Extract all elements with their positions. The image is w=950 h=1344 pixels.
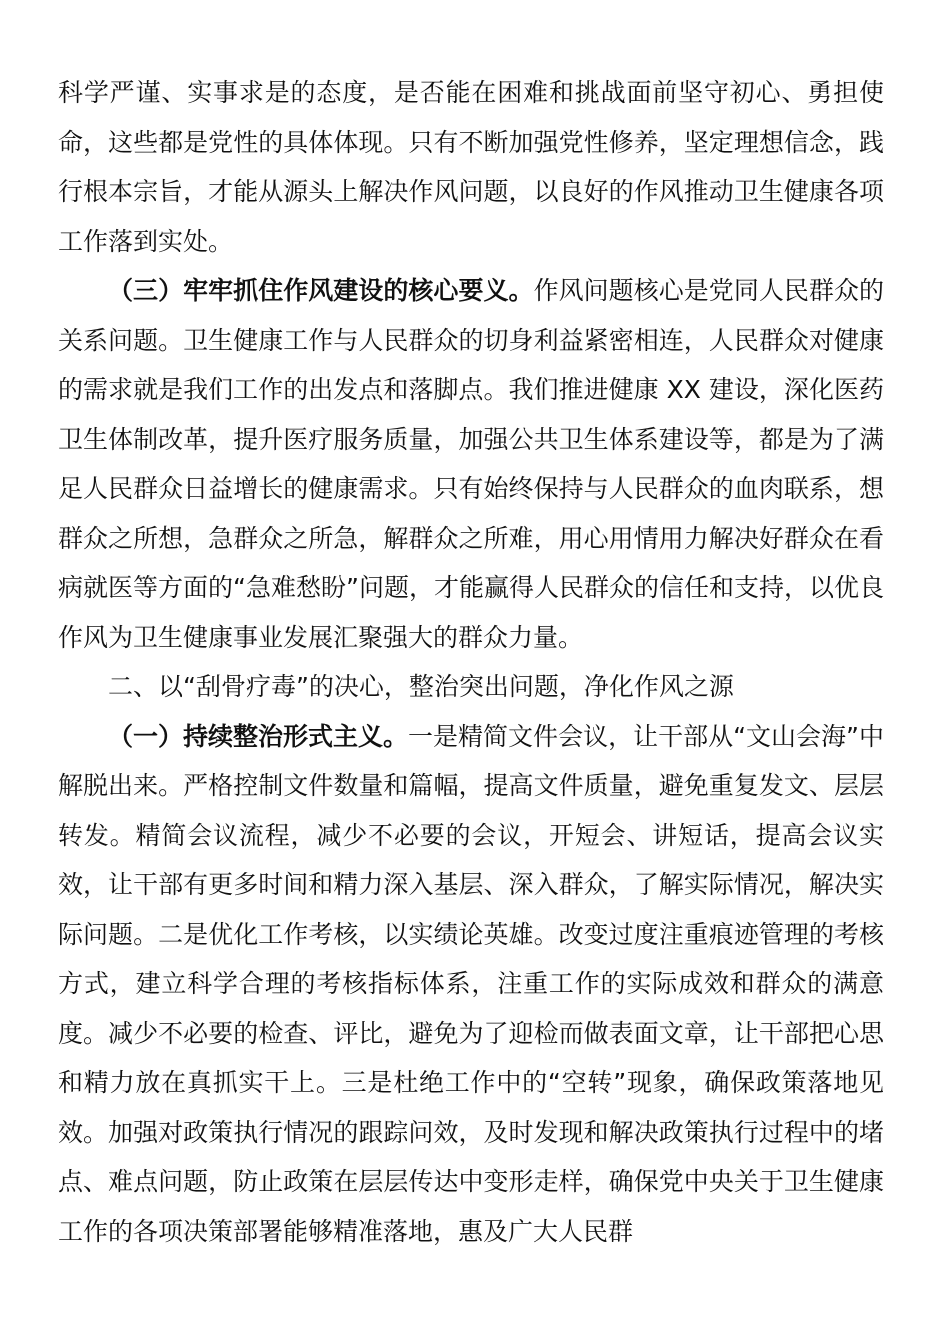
paragraph-subsection-1 [58,712,884,1257]
section-heading [58,662,884,712]
paragraph-text: 一是精简文件会议，让干部从“文山会海”中解脱出来。严格控制文件数量和篇幅，提高文件质量，避免重复发文、层层转发。精简会议流程，减少不必要的会议，开短会、讲短话，提高会议实效，让干部有更多时间和精力深入基层、深入群众，了解实际情况，解决实际问题。二是优化工作考核，以实绩论英雄。改变过度注重痕迹管理的考核方式，建立科学合理的考核指标体系，注重工作的实际成效和群众的满意度。减少不必要的检查、评比，避免为了迎检而做表面文章，让干部把心思和精力放在真抓实干上。三是杜绝工作中的“空转”现象，确保政策落地见效。加强对政策执行情况的跟踪问效，及时发现和解决政策执行过程中的堵点、难点问题，防止政策在层层传达中变形走样，确保党中央关于卫生健康工作的各项决策部署能够精准落地，惠及广大人民群 [58,721,884,1246]
subsection-heading: （一）持续整治形式主义。 [108,721,409,751]
section-heading-text: 二、以“刮骨疗毒”的决心，整治突出问题，净化作风之源 [108,672,734,701]
paragraph-subsection-3 [58,266,884,662]
document-body [58,68,884,1256]
paragraph-continuation [58,68,884,266]
paragraph-text: 科学严谨、实事求是的态度，是否能在困难和挑战面前坚守初心、勇担使命，这些都是党性的具体体现。只有不断加强党性修养，坚定理想信念，践行根本宗旨，才能从源头上解决作风问题，以良好的作风推动卫生健康各项工作落到实处。 [58,78,884,256]
paragraph-text: 作风问题核心是党同人民群众的关系问题。卫生健康工作与人民群众的切身利益紧密相连，人民群众对健康的需求就是我们工作的出发点和落脚点。我们推进健康 XX 建设，深化医药卫生体制改革，提升医疗服务质量，加强公共卫生体系建设等，都是为了满足人民群众日益增长的健康需求。只有始终保持与人民群众的血肉联系，想群众之所想，急群众之所急，解群众之所难，用心用情用力解决好群众在看病就医等方面的“急难愁盼”问题，才能赢得人民群众的信任和支持，以优良作风为卫生健康事业发展汇聚强大的群众力量。 [58,276,884,652]
subsection-heading: （三）牢牢抓住作风建设的核心要义。 [108,276,534,305]
